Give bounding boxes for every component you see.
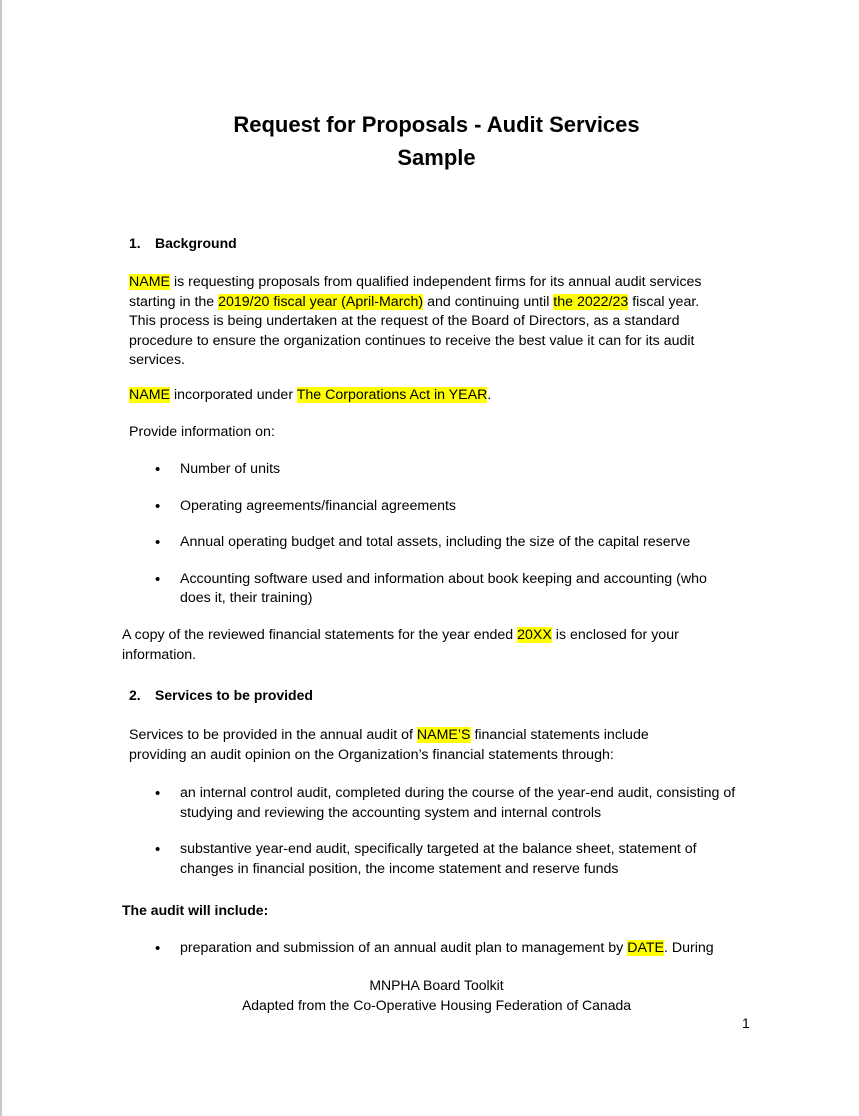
section-2-title: Services to be provided xyxy=(155,687,313,703)
section-2-number: 2. xyxy=(129,687,141,703)
audit-include-list xyxy=(155,939,746,959)
audit-include-heading: The audit will include: xyxy=(122,902,269,918)
text-run: preparation and submission of an annual audit plan to management by xyxy=(180,940,628,956)
bullet-icon: • xyxy=(155,461,161,478)
bullet-icon: • xyxy=(155,570,161,588)
list-item: • Number of units xyxy=(155,461,281,478)
footer-line-2: Adapted from the Co-Operative Housing Federation of Canada xyxy=(241,996,632,1013)
highlighted-placeholder: NAME xyxy=(129,274,170,290)
incorporation-paragraph xyxy=(129,386,729,406)
title-line-1: Request for Proposals - Audit Services xyxy=(233,112,640,137)
bullet-icon: • xyxy=(155,940,161,957)
bullet-icon: • xyxy=(155,785,161,802)
list-item: • Operating agreements/financial agreements xyxy=(155,497,457,515)
text-run: incorporated under xyxy=(170,387,297,403)
list-item: • substantive year-end audit, specifically targeted at the balance sheet, statement of changes in financial position, the income statement and reserve funds xyxy=(155,841,697,877)
page-footer xyxy=(0,976,859,1015)
list-item xyxy=(155,939,746,959)
text-run: A copy of the reviewed financial statements for the year ended xyxy=(122,627,518,643)
text-run: and continuing until xyxy=(423,293,554,310)
text-run: Services to be provided in the annual audit of xyxy=(129,727,417,743)
services-intro-paragraph xyxy=(129,726,669,765)
section-1-number: 1. xyxy=(129,235,141,251)
text-run: . During xyxy=(664,940,714,956)
list-item: • an internal control audit, completed during the course of the year-end audit, consisting of studying and reviewing the accounting system and internal controls xyxy=(155,785,736,821)
text-run: is enclosed for your information. xyxy=(122,627,679,663)
footer-line-1: MNPHA Board Toolkit xyxy=(369,977,504,993)
bullet-icon: • xyxy=(155,841,161,859)
bullet-icon: • xyxy=(155,497,161,515)
section-1-heading xyxy=(129,233,237,253)
highlighted-placeholder: The Corporations Act in YEAR xyxy=(296,387,488,403)
section-2-heading xyxy=(129,685,313,705)
provide-info-label: Provide information on: xyxy=(129,424,275,440)
page-number: 1 xyxy=(742,1015,750,1031)
list-item: • Accounting software used and information about book keeping and accounting (who does it, their training) xyxy=(155,570,707,607)
text-run: fiscal year. This process is being undertaken at the request of the Board of Directors, as a standard procedure to ensure the organization continues to receive the best value it can for its audit services. xyxy=(129,293,700,369)
highlighted-placeholder: NAME’S xyxy=(416,727,471,743)
list-item: • Annual operating budget and total assets, including the size of the capital reserve xyxy=(155,534,691,552)
highlighted-placeholder: the 2022/23 xyxy=(553,293,629,310)
highlighted-placeholder: 2019/20 fiscal year (April-March) xyxy=(218,293,424,310)
financial-statements-paragraph xyxy=(122,626,722,665)
text-run: . xyxy=(487,387,492,403)
title-line-2: Sample xyxy=(397,145,476,170)
text-run: is requesting proposals from qualified independent firms for its annual audit services starting in the xyxy=(129,274,702,310)
highlighted-placeholder: DATE xyxy=(627,940,665,956)
section-1-title: Background xyxy=(155,235,237,251)
text-run: financial statements include providing an audit opinion on the Organization’s financial statements through: xyxy=(129,727,649,763)
services-list xyxy=(155,784,746,879)
background-paragraph xyxy=(129,273,729,371)
document-title xyxy=(0,108,859,174)
highlighted-placeholder: NAME xyxy=(129,387,170,403)
provide-info-list xyxy=(155,460,740,609)
highlighted-placeholder: 20XX xyxy=(517,627,552,643)
bullet-icon: • xyxy=(155,534,161,552)
